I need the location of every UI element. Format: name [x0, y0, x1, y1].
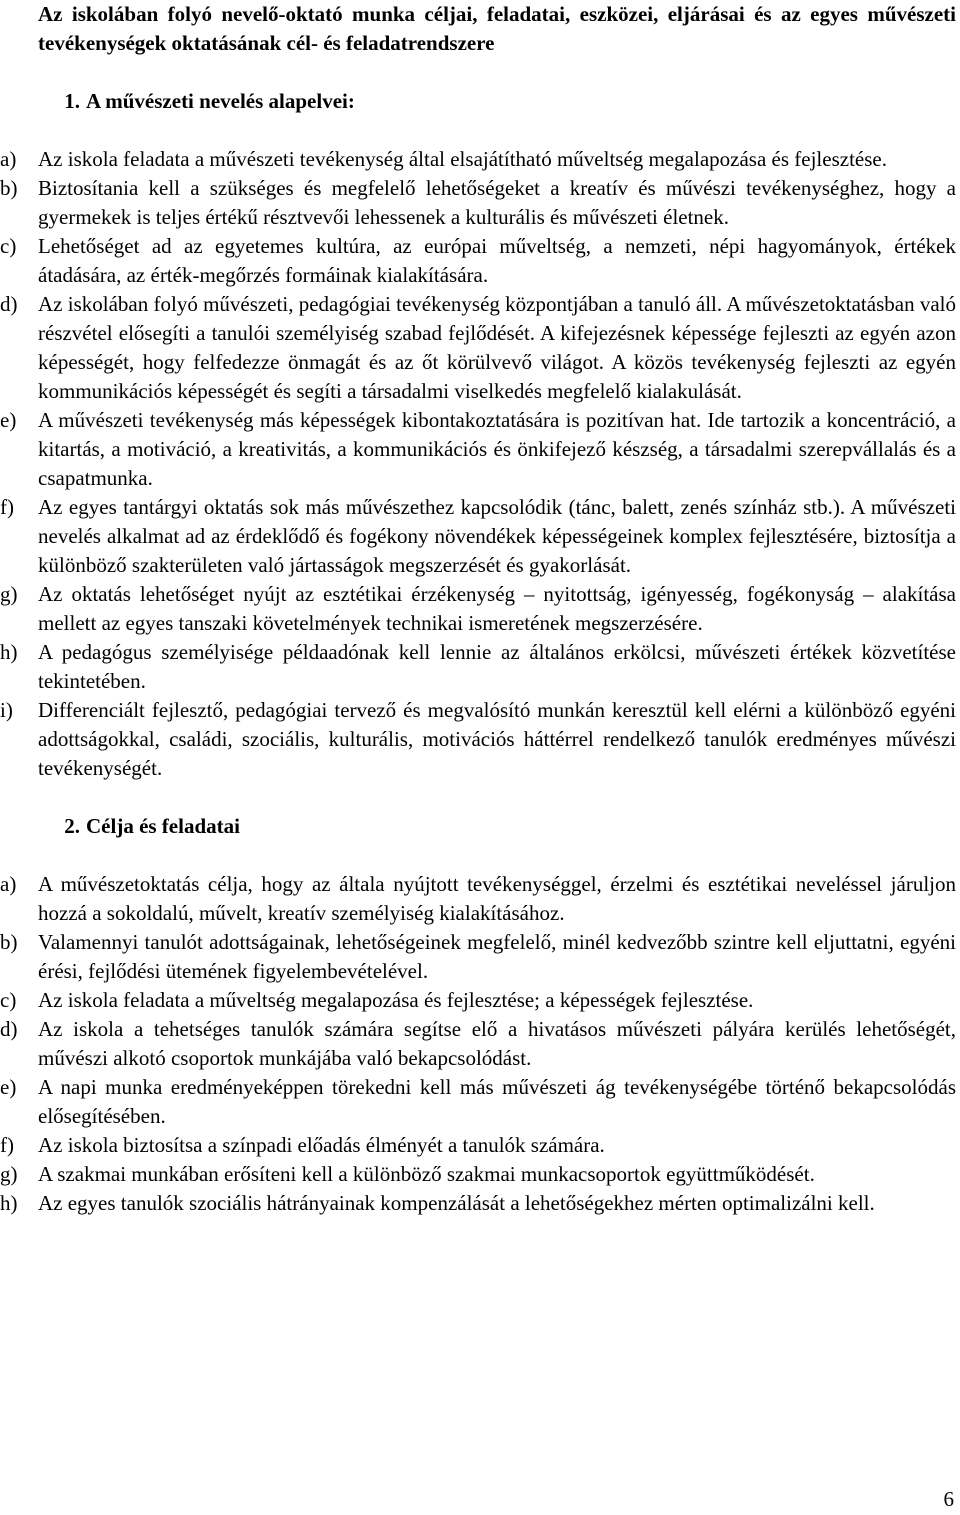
list-item: [0, 696, 956, 783]
list-item-text: A szakmai munkában erősíteni kell a különböző szakmai munkacsoportok együttműködését.: [38, 1162, 815, 1186]
list-item-marker: a): [0, 872, 17, 896]
list-item: [0, 1015, 956, 1073]
section-1-title: A művészeti nevelés alapelvei:: [86, 89, 355, 113]
list-item-text: A pedagógus személyisége példaadónak kell lennie az általános erkölcsi, művészeti értékek közvetítése tekintetében.: [38, 640, 956, 693]
list-item-text: Az iskola a tehetséges tanulók számára segítse elő a hivatásos művészeti pályára kerülés lehetőségét, művészi alkotó csoportok munkájába való bekapcsolódást.: [38, 1017, 956, 1070]
list-item-text: Biztosítania kell a szükséges és megfelelő lehetőségeket a kreatív és művészi tevékenységhez, hogy a gyermekek is teljes értékű résztvevői lehessenek a kulturális és művészeti életnek.: [38, 176, 956, 229]
list-item-text: Lehetőséget ad az egyetemes kultúra, az európai műveltség, a nemzeti, népi hagyományok, értékek átadására, az érték-megőrzés formáinak kialakítására.: [38, 234, 956, 287]
list-item: [0, 145, 956, 174]
list-item: [0, 928, 956, 986]
list-item-marker: i): [0, 698, 13, 722]
list-item: [0, 1160, 956, 1189]
list-item-text: Az iskolában folyó művészeti, pedagógiai tevékenység központjában a tanuló áll. A művészetoktatásban való részvétel elősegíti a tanulói személyiség szabad fejlődését. A kifejezésnek képessége fejleszti az egyén azon képességét, hogy felfedezze önmagát és az őt körülvevő világot. A közös tevékenység fejleszti az egyén kommunikációs képességét és segíti a társadalmi viselkedés megfelelő kialakulását.: [38, 292, 956, 403]
section-2-heading: [38, 812, 956, 841]
list-item-marker: e): [0, 1075, 17, 1099]
list-item-marker: d): [0, 1017, 18, 1041]
list-item-text: Az iskola biztosítsa a színpadi előadás élményét a tanulók számára.: [38, 1133, 605, 1157]
goals-list: [0, 870, 956, 1218]
list-item: [0, 1131, 956, 1160]
list-item-text: Valamennyi tanulót adottságainak, lehetőségeinek megfelelő, minél kedvezőbb szintre kell eljuttatni, egyéni érési, fejlődési ütemének figyelembevételével.: [38, 930, 956, 983]
list-item: [0, 290, 956, 406]
section-1-number: 1.: [64, 89, 80, 113]
list-item-marker: f): [0, 1133, 14, 1157]
list-item-marker: b): [0, 930, 18, 954]
list-item-text: Differenciált fejlesztő, pedagógiai tervező és megvalósító munkán keresztül kell elérni a különböző egyéni adottságokkal, családi, szociális, kulturális, motivációs háttérrel rendelkező tanulók eredményes művészi tevékenységét.: [38, 698, 956, 780]
list-item-marker: a): [0, 147, 17, 171]
list-item-marker: b): [0, 176, 18, 200]
list-item-text: A művészeti tevékenység más képességek kibontakoztatására is pozitívan hat. Ide tartozik a koncentráció, a kitartás, a motiváció, a kreativitás, a kommunikációs és önkifejező készség, a társadalmi szerepvállalás és a csapatmunka.: [38, 408, 956, 490]
list-item-marker: c): [0, 234, 17, 258]
list-item: [0, 986, 956, 1015]
section-1-heading: [38, 87, 956, 116]
list-item-marker: c): [0, 988, 17, 1012]
list-item-text: Az iskola feladata a műveltség megalapozása és fejlesztése; a képességek fejlesztése.: [38, 988, 754, 1012]
list-item: [0, 1073, 956, 1131]
list-item: [0, 580, 956, 638]
principles-list: [0, 145, 956, 783]
list-item-text: A művészetoktatás célja, hogy az általa nyújtott tevékenységgel, érzelmi és esztétikai neveléssel járuljon hozzá a sokoldalú, művelt, kreatív személyiség kialakításához.: [38, 872, 956, 925]
list-item-text: Az egyes tanulók szociális hátrányainak kompenzálását a lehetőségekhez mérten optimalizálni kell.: [38, 1191, 875, 1215]
list-item-marker: e): [0, 408, 17, 432]
list-item-marker: d): [0, 292, 18, 316]
list-item-marker: h): [0, 640, 18, 664]
page-number: 6: [943, 1487, 954, 1511]
list-item-text: A napi munka eredményeképpen törekedni kell más művészeti ág tevékenységébe történő bekapcsolódás elősegítésében.: [38, 1075, 956, 1128]
list-item-marker: f): [0, 495, 14, 519]
list-item: [0, 1189, 956, 1218]
document-title: Az iskolában folyó nevelő-oktató munka céljai, feladatai, eszközei, eljárásai és az egyes művészeti tevékenységek oktatásának cél- és feladatrendszere: [38, 2, 956, 55]
list-item-marker: g): [0, 1162, 18, 1186]
list-item: [0, 174, 956, 232]
list-item-marker: h): [0, 1191, 18, 1215]
list-item: [0, 493, 956, 580]
list-item: [0, 232, 956, 290]
list-item-text: Az egyes tantárgyi oktatás sok más művészethez kapcsolódik (tánc, balett, zenés színház stb.). A művészeti nevelés alkalmat ad az érdeklődő és fogékony növendékek képességeinek komplex fejlesztésére, biztosítja a különböző szakterületen való jártasságok megszerzését és gyakorlását.: [38, 495, 956, 577]
list-item-text: Az oktatás lehetőséget nyújt az esztétikai érzékenység – nyitottság, igényesség, fogékonyság – alakítása mellett az egyes tanszaki követelmények technikai ismeretének megszerzésére.: [38, 582, 956, 635]
list-item: [0, 638, 956, 696]
section-2-number: 2.: [64, 814, 80, 838]
list-item: [0, 870, 956, 928]
list-item: [0, 406, 956, 493]
list-item-text: Az iskola feladata a művészeti tevékenység által elsajátítható műveltség megalapozása és fejlesztése.: [38, 147, 887, 171]
section-2-title: Célja és feladatai: [86, 814, 240, 838]
list-item-marker: g): [0, 582, 18, 606]
